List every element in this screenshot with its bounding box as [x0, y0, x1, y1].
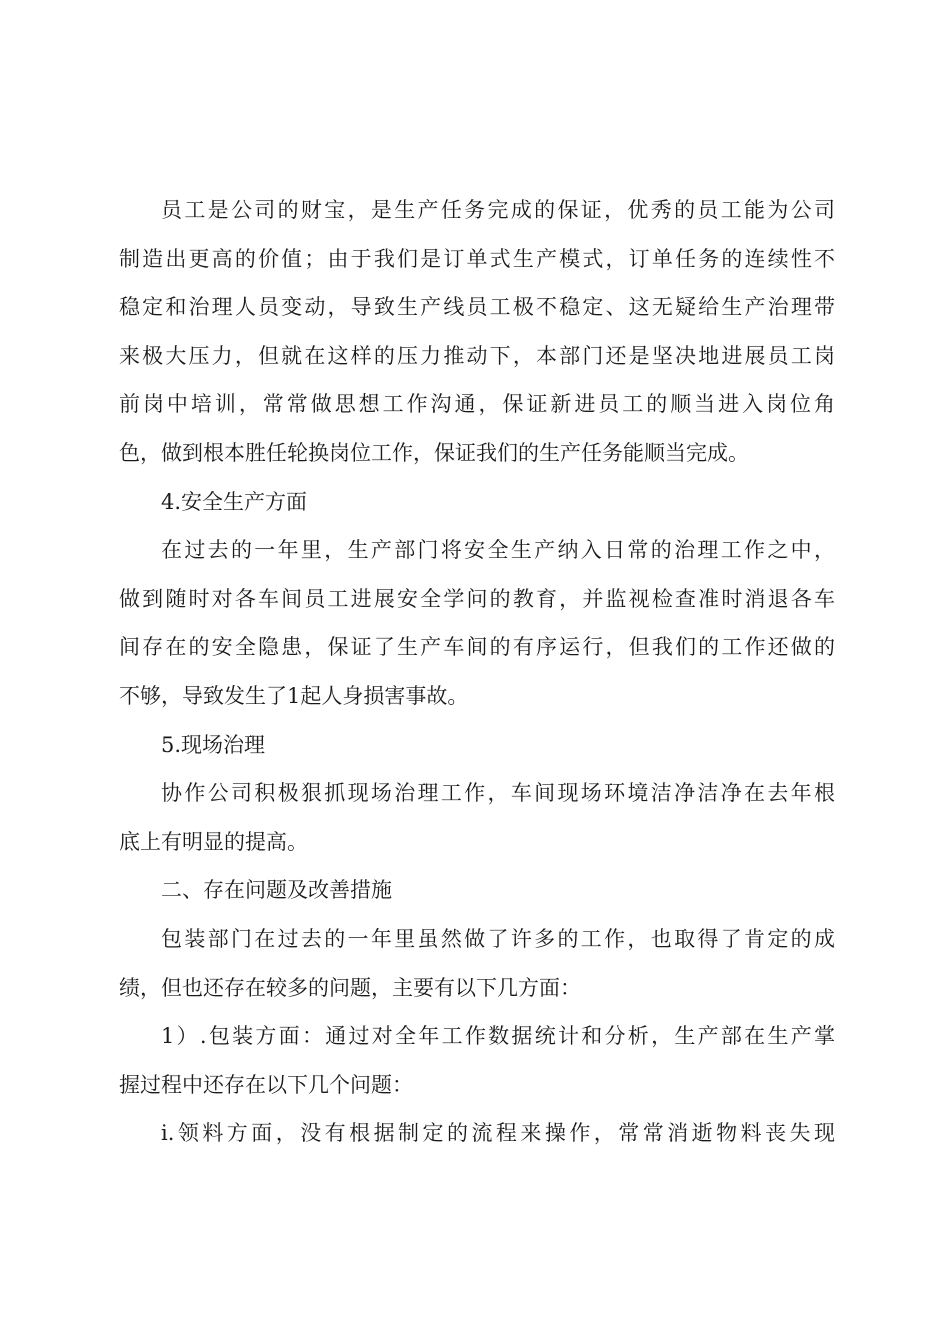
text-line: 做到随时对各车间员工进展安全学问的教育，并监视检查准时消退各车	[119, 586, 835, 611]
section-heading-site-management: 5.现场治理	[161, 732, 266, 757]
paragraph-safety	[119, 526, 835, 720]
text-line: 色，做到根本胜任轮换岗位工作，保证我们的生产任务能顺当完成。	[119, 440, 749, 465]
paragraph-material-requisition	[119, 1109, 835, 1158]
text-line: 制造出更高的价值；由于我们是订单式生产模式，订单任务的连续性不	[119, 246, 835, 271]
text-line: 间存在的安全隐患，保证了生产车间的有序运行，但我们的工作还做的	[119, 635, 835, 660]
text-line: 稳定和治理人员变动，导致生产线员工极不稳定、这无疑给生产治理带	[119, 295, 835, 320]
document-body	[119, 186, 835, 1158]
text-line: 1）.包装方面：通过对全年工作数据统计和分析，生产部在生产掌	[161, 1024, 835, 1049]
text-line: 底上有明显的提高。	[119, 829, 308, 854]
text-line: 协作公司积极狠抓现场治理工作，车间现场环境洁净洁净在去年根	[161, 781, 835, 806]
paragraph-site-management	[119, 769, 835, 866]
section-heading-problems: 二、存在问题及改善措施	[161, 878, 392, 903]
text-line: 包装部门在过去的一年里虽然做了许多的工作，也取得了肯定的成	[161, 926, 835, 951]
text-line: 来极大压力，但就在这样的压力推动下，本部门还是坚决地进展员工岗	[119, 343, 835, 368]
text-line: 前岗中培训，常常做思想工作沟通，保证新进员工的顺当进入岗位角	[119, 392, 835, 417]
text-line: 员工是公司的财宝，是生产任务完成的保证，优秀的员工能为公司	[161, 198, 835, 222]
text-line: 绩，但也还存在较多的问题，主要有以下几方面：	[119, 975, 581, 1000]
text-line: 不够，导致发生了1起人身损害事故。	[119, 683, 469, 708]
section-heading-safety: 4.安全生产方面	[161, 489, 308, 514]
text-line: 在过去的一年里，生产部门将安全生产纳入日常的治理工作之中，	[161, 538, 835, 563]
paragraph-packaging-dept	[119, 915, 835, 1012]
text-line: i.领料方面，没有根据制定的流程来操作，常常消逝物料丧失现	[161, 1121, 835, 1146]
text-line: 握过程中还存在以下几个问题：	[119, 1072, 413, 1097]
paragraph-employees	[119, 186, 835, 478]
paragraph-packaging-aspect	[119, 1012, 835, 1109]
